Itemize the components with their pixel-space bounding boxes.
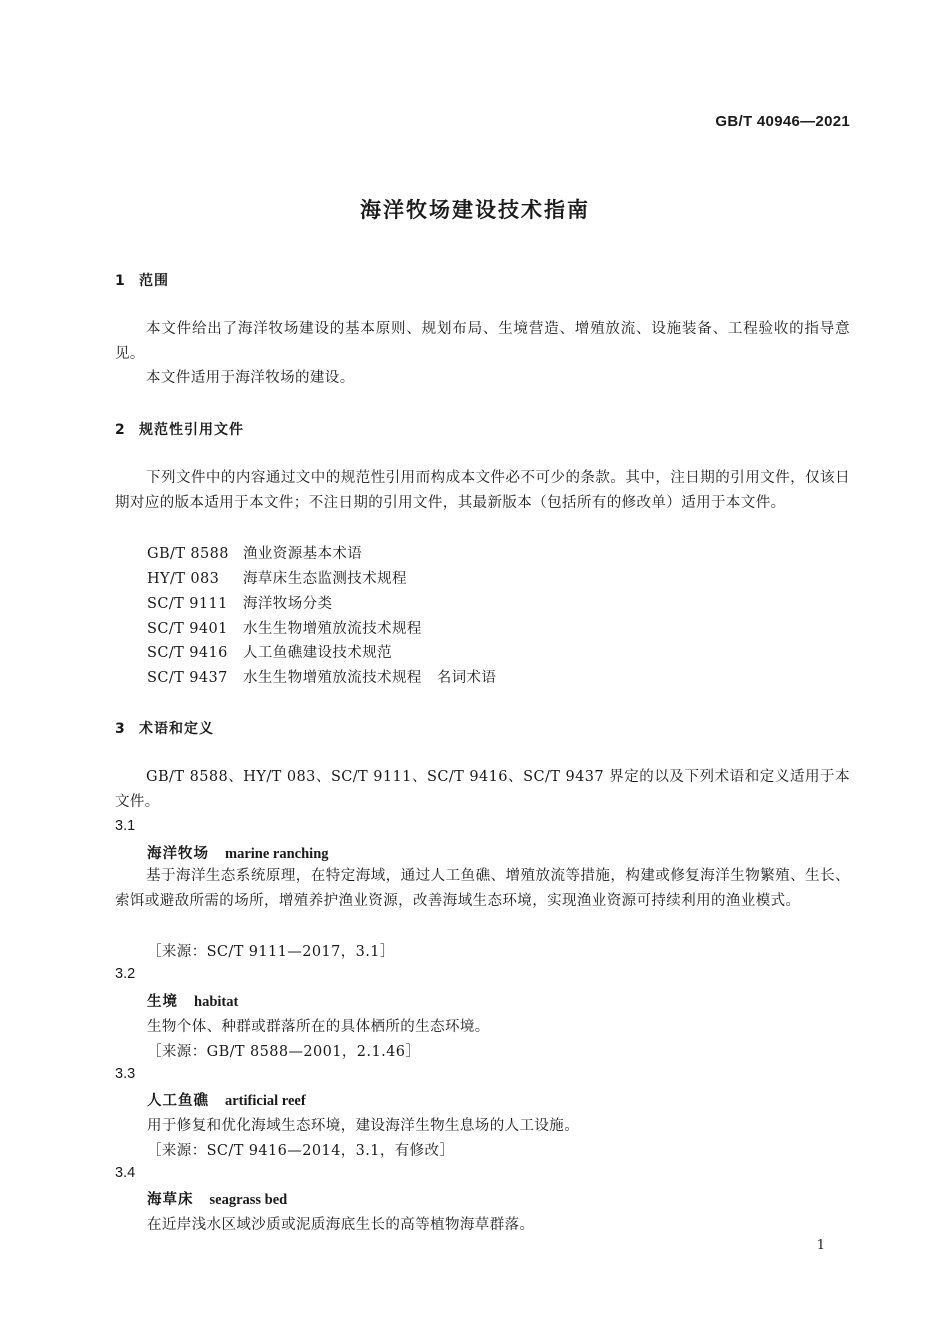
section-heading-scope (115, 270, 169, 290)
reference-code: HY/T 083 (147, 571, 220, 587)
reference-title: 水生生物增殖放流技术规程 (243, 621, 422, 637)
term-number: 3.1 (115, 818, 136, 834)
document-title: 海洋牧场建设技术指南 (360, 198, 590, 222)
section-title: 规范性引用文件 (139, 422, 244, 438)
reference-item (147, 641, 392, 662)
term-heading (147, 1089, 306, 1110)
term-english: habitat (194, 994, 239, 1010)
reference-title: 人工鱼礁建设技术规范 (243, 645, 392, 661)
reference-title: 渔业资源基本术语 (243, 546, 363, 562)
term-source: ［来源：GB/T 8588—2001，2.1.46］ (147, 1044, 421, 1060)
term-definition: 用于修复和优化海域生态环境，建设海洋生物生息场的人工设施。 (147, 1118, 580, 1134)
reference-code: SC/T 9437 (147, 670, 228, 686)
reference-item (147, 567, 407, 588)
term-heading (147, 990, 238, 1011)
reference-code: SC/T 9401 (147, 621, 228, 637)
section-heading-terms-definitions (115, 718, 214, 738)
term-heading (147, 1188, 287, 1209)
term-chinese: 海洋牧场 (147, 846, 209, 862)
term-chinese: 人工鱼礁 (147, 1093, 209, 1109)
reference-item (147, 666, 496, 687)
term-chinese: 海草床 (147, 1192, 194, 1208)
term-source: ［来源：SC/T 9416—2014，3.1，有修改］ (147, 1143, 455, 1159)
section-number: 2 (115, 422, 126, 438)
term-definition: 基于海洋生态系统原理，在特定海域，通过人工鱼礁、增殖放流等措施，构建或修复海洋生物繁殖、生长、索饵或避敌所需的场所，增殖养护渔业资源，改善海域生态环境，实现渔业资源可持续利用的渔业模式。 (115, 868, 850, 909)
section-number: 1 (115, 273, 126, 289)
term-heading (147, 842, 329, 863)
section-title: 范围 (139, 273, 169, 289)
term-english: marine ranching (225, 846, 329, 862)
term-source: ［来源：SC/T 9111—2017，3.1］ (147, 944, 395, 960)
reference-title: 水生生物增殖放流技术规程 名词术语 (243, 670, 497, 686)
reference-item (147, 592, 332, 613)
page-number: 1 (816, 1238, 825, 1253)
term-chinese: 生境 (147, 994, 178, 1010)
reference-item (147, 617, 422, 638)
section-heading-normative-references (115, 419, 244, 439)
term-number: 3.2 (115, 966, 136, 982)
scope-paragraph-2: 本文件适用于海洋牧场的建设。 (146, 370, 355, 386)
reference-code: GB/T 8588 (147, 546, 229, 562)
term-number: 3.3 (115, 1066, 136, 1082)
scope-paragraph-1: 本文件给出了海洋牧场建设的基本原则、规划布局、生境营造、增殖放流、设施装备、工程验收的指导意见。 (115, 321, 850, 362)
reference-code: SC/T 9416 (147, 645, 228, 661)
normative-intro-paragraph: 下列文件中的内容通过文中的规范性引用而构成本文件必不可少的条款。其中，注日期的引用文件，仅该日期对应的版本适用于本文件；不注日期的引用文件，其最新版本（包括所有的修改单）适用于本文件。 (115, 470, 850, 511)
term-definition: 在近岸浅水区域沙质或泥质海底生长的高等植物海草群落。 (147, 1217, 535, 1233)
term-number: 3.4 (115, 1165, 136, 1181)
reference-item (147, 542, 362, 563)
terms-intro-paragraph: GB/T 8588、HY/T 083、SC/T 9111、SC/T 9416、SC/T 9437 界定的以及下列术语和定义适用于本文件。 (115, 769, 850, 810)
section-title: 术语和定义 (139, 721, 214, 737)
reference-code: SC/T 9111 (147, 596, 228, 612)
term-english: seagrass bed (209, 1192, 288, 1208)
term-english: artificial reef (225, 1093, 306, 1109)
section-number: 3 (115, 721, 126, 737)
standard-number: GB/T 40946—2021 (715, 113, 850, 130)
reference-title: 海洋牧场分类 (243, 596, 333, 612)
reference-title: 海草床生态监测技术规程 (243, 571, 407, 587)
term-definition: 生物个体、种群或群落所在的具体栖所的生态环境。 (147, 1019, 490, 1035)
